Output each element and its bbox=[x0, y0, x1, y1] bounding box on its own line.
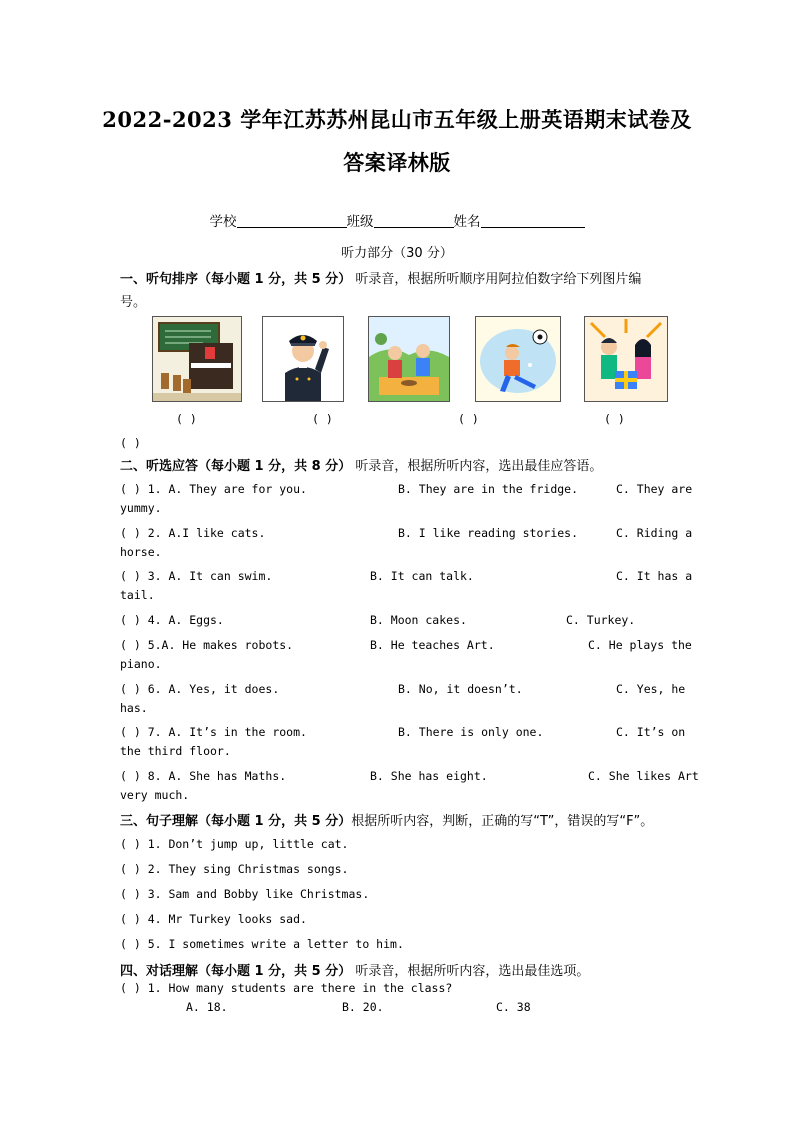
picture-football bbox=[475, 316, 561, 402]
exam-page: 2022-2023 学年江苏苏州昆山市五年级上册英语期末试卷及 答案译林版 学校 班级 姓名 听力部分（30 分） 一、听句排序（每小题 1 分，共 5 分） 听录音，根据所听顺序用阿拉伯数字给下列图片编 号。 ( ) ( ) ( ) ( ) ( ) 二、听选应答（每小题 1 分，共 8 分） 听录音，根据所听内容，选出最佳应答语。 ( ) 1. A. They are for you. B. They are in the fridge. C. They are yummy. ( ) 2. A.I like cats. B. I like reading stories. C. Riding a horse. ( ) 3. A. It can swim. B. It can talk. C. It has a tail. ( ) 4. A. Eggs. B. Moon cakes. C. Turkey. ( ) 5.A. He makes robots. B. He teaches Art. C. He plays the piano. ( ) 6. A. Yes, it does. B. No, it doesn’t. C. Yes, he has. ( ) 7. A. It’s in the room. B. There is only one. C. It’s on the third floor. ( ) 8. A. She has Maths. B. She has eight. C. She likes Art very much. 三、句子理解（每小题 1 分，共 5 分）根据所听内容，判断，正确的写“T”，错误的写“F”。 ( ) 1. Don’t jump up, little cat. ( ) 2. They sing Christmas songs. ( ) 3. Sam and Bobby like Christmas. ( ) 4. Mr Turkey looks sad. ( ) 5. I sometimes write a letter to him. 四、对话理解（每小题 1 分，共 5 分） 听录音，根据所听内容，选出最佳选项。 ( ) 1. How many students are there in the class? A. 18. B. 20. C. 38 bbox=[0, 0, 794, 1123]
picnic-icon bbox=[369, 317, 449, 401]
class-label: 班级 bbox=[346, 214, 374, 230]
picture-classroom-piano bbox=[152, 316, 242, 402]
exam-title-line1: 2022-2023 学年江苏苏州昆山市五年级上册英语期末试卷及 bbox=[102, 107, 692, 132]
student-info-line bbox=[0, 210, 794, 230]
picture-picnic bbox=[368, 316, 450, 402]
picture-christmas-presents bbox=[584, 316, 668, 402]
picture-answer-1[interactable]: ( ) bbox=[176, 412, 197, 426]
football-icon bbox=[476, 317, 560, 401]
police-officer-icon bbox=[263, 317, 343, 401]
q3-1: ( ) 1. Don’t jump up, little cat. bbox=[120, 837, 349, 851]
classroom-piano-icon bbox=[153, 317, 241, 401]
name-label: 姓名 bbox=[453, 214, 481, 230]
section2-instruction: 听录音，根据所听内容，选出最佳应答语。 bbox=[351, 459, 603, 474]
christmas-presents-icon bbox=[585, 317, 667, 401]
section3-heading bbox=[120, 810, 700, 829]
q3-5: ( ) 5. I sometimes write a letter to him. bbox=[120, 937, 404, 951]
class-blank[interactable] bbox=[374, 213, 454, 228]
q4-1-option-b: B. 20. bbox=[342, 1000, 384, 1014]
section3-head: 三、句子理解（每小题 1 分，共 5 分） bbox=[120, 814, 352, 829]
q4-1-option-c: C. 38 bbox=[496, 1000, 531, 1014]
q2-3-cont: tail. bbox=[120, 588, 155, 602]
picture-answer-4[interactable]: ( ) bbox=[604, 412, 625, 426]
section2-head: 二、听选应答（每小题 1 分，共 8 分） bbox=[120, 459, 352, 474]
q2-7-cont: the third floor. bbox=[120, 744, 231, 758]
picture-police-officer bbox=[262, 316, 344, 402]
q2-1-cont: yummy. bbox=[120, 501, 162, 515]
section3-instruction: 根据所听内容，判断，正确的写“T”，错误的写“F”。 bbox=[351, 814, 654, 829]
q2-5-cont: piano. bbox=[120, 657, 162, 671]
exam-title-line2: 答案译林版 bbox=[343, 150, 451, 175]
school-blank[interactable] bbox=[237, 213, 347, 228]
section1-instruction: 听录音，根据所听顺序用阿拉伯数字给下列图片编 bbox=[351, 272, 642, 287]
picture-row bbox=[0, 316, 794, 406]
q2-6-cont: has. bbox=[120, 701, 148, 715]
picture-answer-5[interactable]: ( ) bbox=[120, 436, 141, 450]
q4-1-option-a: A. 18. bbox=[186, 1000, 228, 1014]
section1-head: 一、听句排序（每小题 1 分，共 5 分） bbox=[120, 272, 352, 287]
section1-heading bbox=[120, 268, 700, 287]
picture-answer-3[interactable]: ( ) bbox=[458, 412, 479, 426]
section4-head: 四、对话理解（每小题 1 分，共 5 分） bbox=[120, 964, 352, 979]
q3-4: ( ) 4. Mr Turkey looks sad. bbox=[120, 912, 307, 926]
q3-2: ( ) 2. They sing Christmas songs. bbox=[120, 862, 349, 876]
q3-3: ( ) 3. Sam and Bobby like Christmas. bbox=[120, 887, 370, 901]
section1-instruction-cont: 号。 bbox=[120, 295, 147, 310]
listening-part-title: 听力部分（30 分） bbox=[341, 246, 453, 261]
q4-1: ( ) 1. How many students are there in the class? bbox=[120, 981, 453, 995]
section2-heading bbox=[120, 455, 700, 474]
picture-answer-2[interactable]: ( ) bbox=[312, 412, 333, 426]
q2-8-cont: very much. bbox=[120, 788, 190, 802]
section4-instruction: 听录音，根据所听内容，选出最佳选项。 bbox=[351, 964, 590, 979]
section4-heading bbox=[120, 960, 700, 979]
q2-2-cont: horse. bbox=[120, 545, 162, 559]
name-blank[interactable] bbox=[481, 213, 585, 228]
school-label: 学校 bbox=[209, 214, 237, 230]
